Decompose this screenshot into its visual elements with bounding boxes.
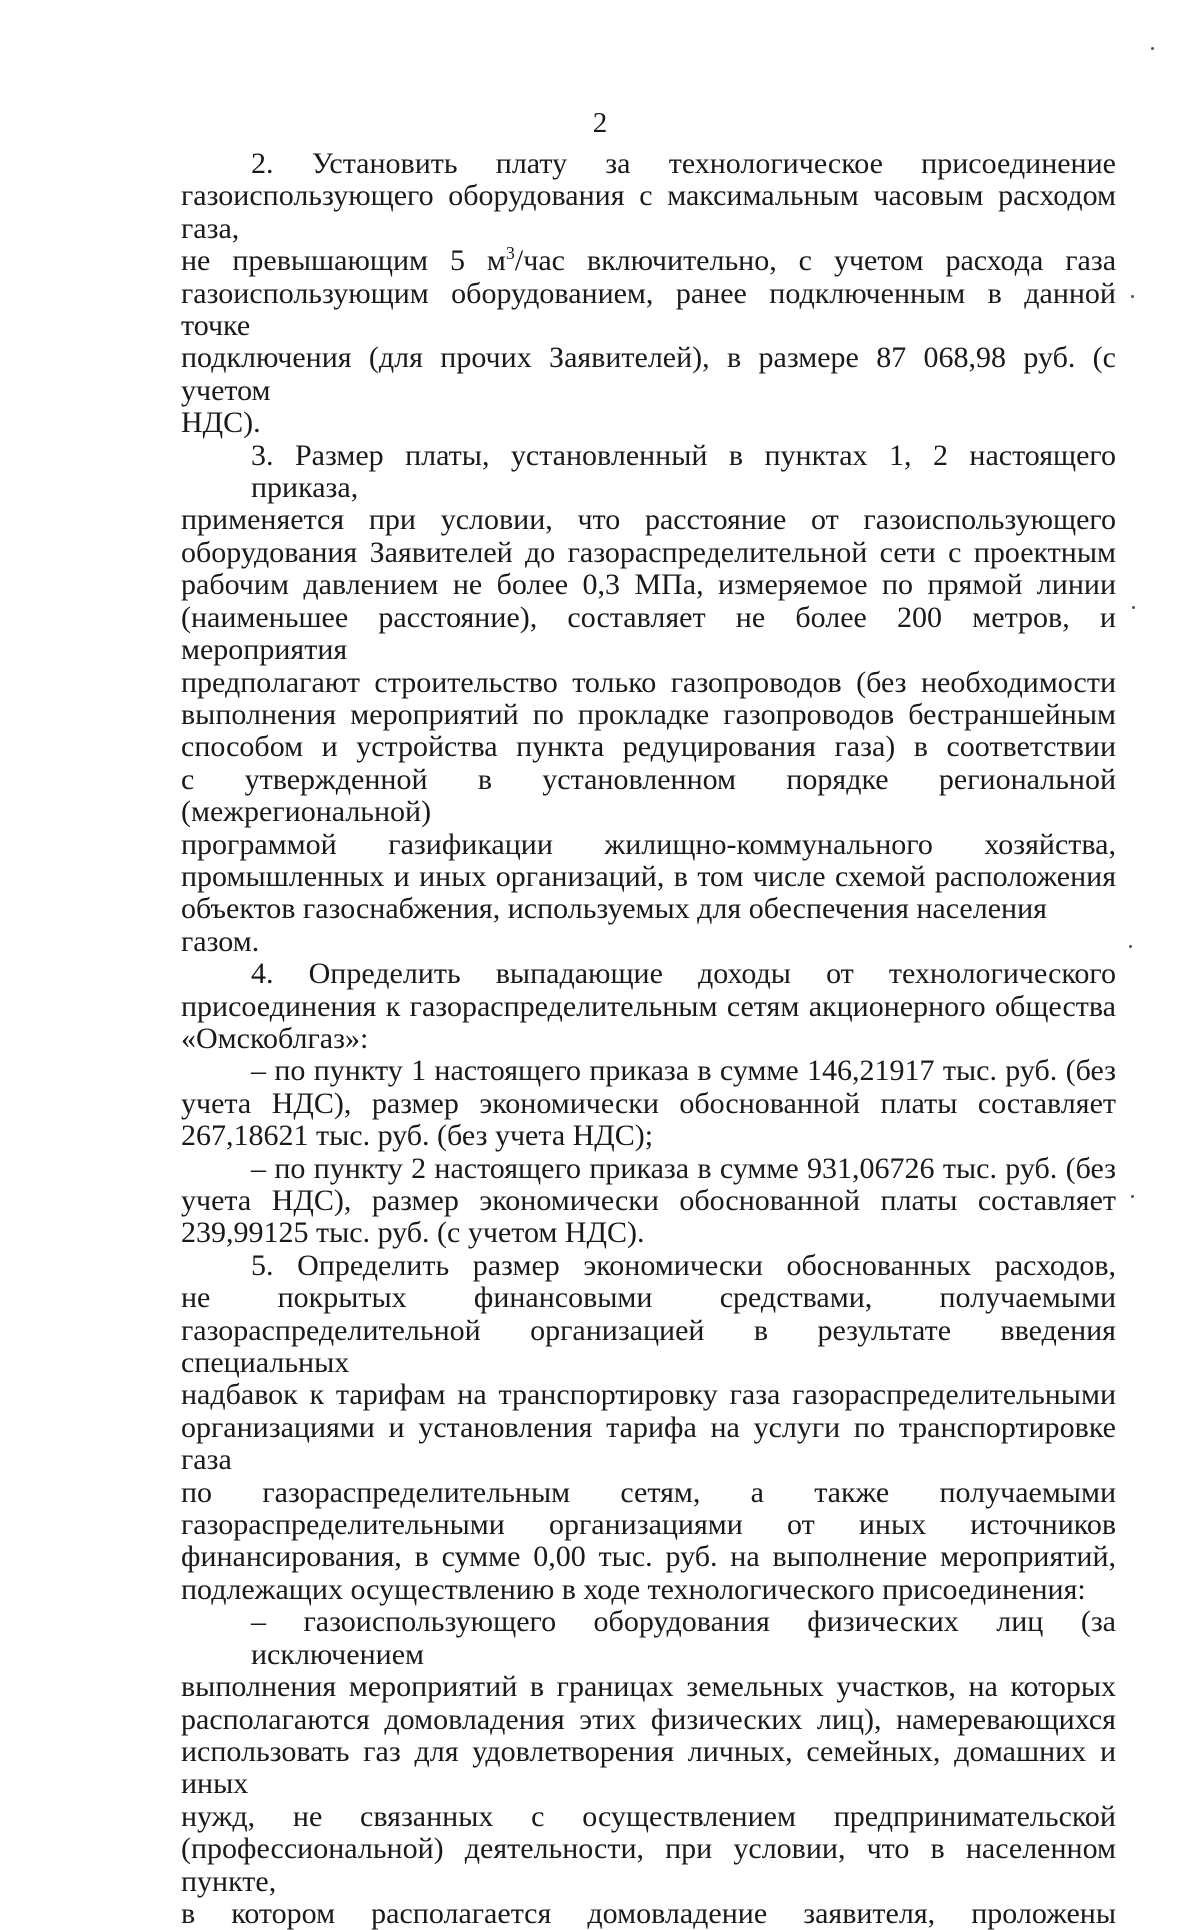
text-line: 239,99125 тыс. руб. (с учетом НДС).: [181, 1216, 645, 1250]
paragraph-5: [181, 1250, 1116, 1606]
superscript: 3: [505, 243, 515, 264]
text-line: предполагают строительство только газопроводов (без необходимости: [181, 665, 1116, 699]
text-line: газоиспользующим оборудованием, ранее подключенным в данной точке: [181, 276, 1116, 343]
text-line: 2. Установить плату за технологическое присоединение: [251, 147, 1116, 180]
text-line: подключения (для прочих Заявителей), в размере 87 068,98 руб. (с учетом: [181, 341, 1116, 407]
text-line: нужд, не связанных с осуществлением предпринимательской: [181, 1799, 1116, 1833]
text-line: применяется при условии, что расстояние от газоиспользующего: [181, 503, 1116, 537]
paragraph-3: [181, 440, 1116, 959]
text-line: по газораспределительным сетям, а также получаемыми: [181, 1475, 1116, 1509]
text-line: газоиспользующего оборудования с максимальным часовым расходом газа,: [181, 179, 1116, 245]
paragraph-4-item-1: [181, 1055, 1116, 1152]
text-fragment: не превышающим 5 м: [181, 244, 506, 278]
text-line: промышленных и иных организаций, в том числе схемой расположения: [181, 859, 1116, 893]
scan-speck: [1131, 1195, 1134, 1198]
paragraph-4-item-2: [181, 1153, 1116, 1250]
text-line: – по пункту 1 настоящего приказа в сумме 146,21917 тыс. руб. (без: [251, 1054, 1116, 1088]
text-line: выполнения мероприятий по прокладке газопроводов бестраншейным: [181, 697, 1116, 731]
text-line: способом и устройства пункта редуцирования газа) в соответствии: [181, 730, 1116, 764]
scan-speck: [1151, 47, 1154, 50]
text-line: в котором располагается домовладение заявителя, проложены: [181, 1896, 1116, 1930]
text-line: финансирования, в сумме 0,00 тыс. руб. на выполнение мероприятий,: [181, 1540, 1116, 1574]
text-line: (наименьшее расстояние), составляет не более 200 метров, и мероприятия: [181, 600, 1116, 667]
scan-speck: [1129, 945, 1132, 948]
text-line: рабочим давлением не более 0,3 МПа, измеряемое по прямой линии: [181, 568, 1116, 602]
text-line: 4. Определить выпадающие доходы от технологического: [251, 957, 1116, 991]
text-line: располагаются домовладения этих физических лиц), намеревающихся: [181, 1702, 1116, 1736]
text-line: оборудования Заявителей до газораспределительной сети с проектным: [181, 535, 1116, 569]
text-line: 5. Определить размер экономически обоснованных расходов,: [251, 1248, 1116, 1282]
scan-speck: [1132, 606, 1135, 609]
text-line: организациями и установления тарифа на услуги по транспортировке газа: [181, 1410, 1116, 1477]
scan-speck: [1131, 295, 1134, 298]
text-line: – по пункту 2 настоящего приказа в сумме 931,06726 тыс. руб. (без: [251, 1151, 1116, 1185]
page-number: 2: [592, 107, 608, 139]
text-line: объектов газоснабжения, используемых для обеспечения населения газом.: [181, 892, 1047, 958]
text-line: (профессиональной) деятельности, при условии, что в населенном пункте,: [181, 1832, 1116, 1898]
text-line: надбавок к тарифам на транспортировку газа газораспределительными: [181, 1378, 1116, 1412]
text-line: «Омскоблгаз»:: [181, 1021, 369, 1055]
text-line: использовать газ для удовлетворения личных, семейных, домашних и иных: [181, 1734, 1116, 1801]
text-line: газораспределительной организацией в результате введения специальных: [181, 1313, 1116, 1380]
text-line: газораспределительными организациями от иных источников: [181, 1508, 1116, 1542]
text-line: не покрытых финансовыми средствами, получаемыми: [181, 1281, 1116, 1315]
text-line: присоединения к газораспределительным сетям акционерного общества: [181, 989, 1116, 1023]
text-line: НДС).: [181, 406, 261, 440]
text-line: выполнения мероприятий в границах земельных участков, на которых: [181, 1670, 1116, 1704]
text-line: учета НДС), размер экономически обоснованной платы составляет: [181, 1184, 1116, 1217]
text-line: [181, 245, 1116, 277]
text-fragment: /час включительно, с учетом расхода газа: [514, 244, 1117, 278]
document-body: [181, 148, 1116, 1930]
paragraph-4: [181, 958, 1116, 1055]
text-line: 267,18621 тыс. руб. (без учета НДС);: [181, 1119, 654, 1153]
paragraph-2: [181, 148, 1116, 440]
text-line: 3. Размер платы, установленный в пунктах 1, 2 настоящего приказа,: [251, 438, 1116, 505]
text-line: – газоиспользующего оборудования физических лиц (за исключением: [251, 1605, 1116, 1671]
text-line: с утвержденной в установленном порядке региональной (межрегиональной): [181, 762, 1116, 829]
text-line: программой газификации жилищно-коммунального хозяйства,: [181, 827, 1116, 861]
text-line: учета НДС), размер экономически обоснованной платы составляет: [181, 1086, 1116, 1120]
text-line: подлежащих осуществлению в ходе технологического присоединения:: [181, 1572, 1086, 1606]
paragraph-5-item-1: [181, 1606, 1116, 1930]
